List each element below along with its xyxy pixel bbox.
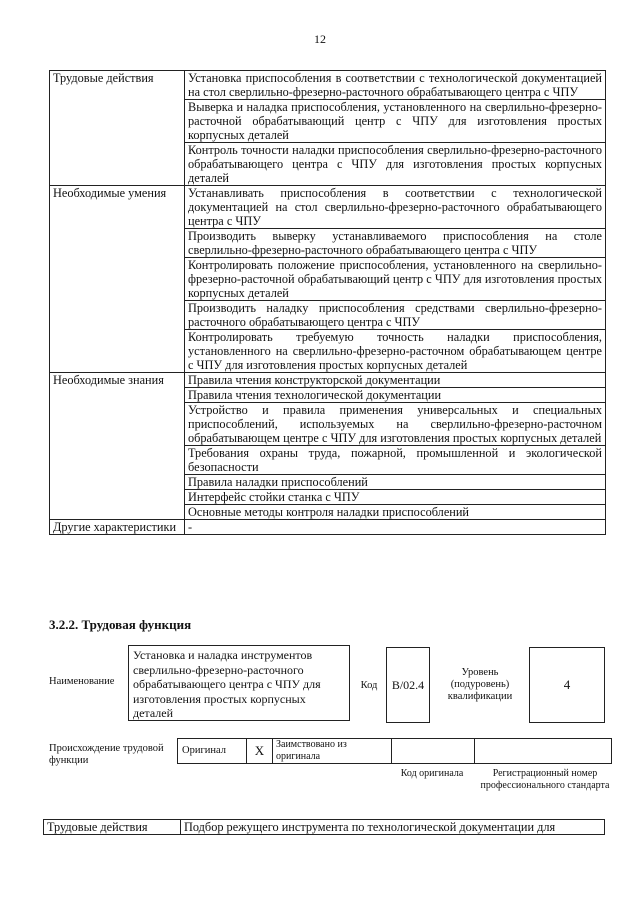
row-value: Выверка и наладка приспособления, установленного на сверлильно-фрезерно-расточной обрабатывающий центр с ЧПУ для изготовления простых корпусных деталей bbox=[185, 100, 606, 143]
row-value: Интерфейс стойки станка с ЧПУ bbox=[185, 490, 606, 505]
row-key: Трудовые действия bbox=[50, 71, 185, 186]
row-value: Правила чтения конструкторской документации bbox=[185, 373, 606, 388]
code-label: Код bbox=[360, 680, 378, 691]
row-value: Правила наладки приспособлений bbox=[185, 475, 606, 490]
row-key: Другие характеристики bbox=[50, 520, 185, 535]
name-label: Наименование bbox=[49, 676, 115, 687]
page-number: 12 bbox=[314, 32, 326, 46]
row-value: Устройство и правила применения универсальных и специальных приспособлений, используемых на сверлильно-фрезерно-расточном обрабатывающем центре с ЧПУ для изготовления простых корпусных деталей bbox=[185, 403, 606, 446]
row-value: Контроль точности наладки приспособления сверлильно-фрезерно-расточного обрабатывающего центра с ЧПУ для изготовления простых корпусных деталей bbox=[185, 143, 606, 186]
row-value: Основные методы контроля наладки приспособлений bbox=[185, 505, 606, 520]
row-value: Контролировать положение приспособления, установленного на сверлильно-фрезерно-расточной обрабатывающий центр с ЧПУ для изготовления простых корпусных деталей bbox=[185, 258, 606, 301]
row-key: Трудовые действия bbox=[44, 820, 181, 835]
row-value: Подбор режущего инструмента по технологической документации для bbox=[181, 820, 605, 835]
borrowed-cell: Заимствовано из оригинала bbox=[272, 738, 392, 764]
requirements-table bbox=[49, 70, 606, 535]
table-row bbox=[50, 186, 606, 229]
function-name-box: Установка и наладка инструментов сверлильно-фрезерно-расточного обрабатывающего центра с ЧПУ для изготовления простых корпусных деталей bbox=[128, 645, 350, 721]
row-key: Необходимые знания bbox=[50, 373, 185, 520]
row-value: Правила чтения технологической документации bbox=[185, 388, 606, 403]
next-requirements-table bbox=[43, 819, 605, 835]
table-row bbox=[50, 520, 606, 535]
row-value: Устанавливать приспособления в соответствии с технологической документацией на стол сверлильно-фрезерно-расточного обрабатывающего центра с ЧПУ bbox=[185, 186, 606, 229]
registration-number-cell bbox=[474, 738, 612, 764]
original-code-cell bbox=[391, 738, 475, 764]
table-row bbox=[44, 820, 605, 835]
section-title: 3.2.2. Трудовая функция bbox=[49, 617, 192, 632]
level-value-box: 4 bbox=[529, 647, 605, 723]
origin-row bbox=[178, 738, 612, 764]
origin-label: Происхождение трудовой функции bbox=[49, 743, 164, 766]
code-original-caption: Код оригинала bbox=[400, 768, 464, 779]
row-value: Контролировать требуемую точность наладки приспособления, установленного на сверлильно-фрезерно-расточном обрабатывающем центре с ЧПУ для изготовления простых корпусных деталей bbox=[185, 330, 606, 373]
row-value: Производить наладку приспособления средствами сверлильно-фрезерно-расточного обрабатывающего центра с ЧПУ bbox=[185, 301, 606, 330]
original-cell: Оригинал bbox=[177, 738, 247, 764]
level-label: Уровень (подуровень) квалификации bbox=[447, 667, 513, 702]
row-value: Требования охраны труда, пожарной, промышленной и экологической безопасности bbox=[185, 446, 606, 475]
row-key: Необходимые умения bbox=[50, 186, 185, 373]
table-row bbox=[50, 71, 606, 100]
registration-number-caption: Регистрационный номер профессионального стандарта bbox=[480, 768, 610, 791]
row-value: Производить выверку устанавливаемого приспособления на столе сверлильно-фрезерно-расточного обрабатывающего центра с ЧПУ bbox=[185, 229, 606, 258]
row-value: Установка приспособления в соответствии с технологической документацией на стол сверлильно-фрезерно-расточного обрабатывающего центра с ЧПУ bbox=[185, 71, 606, 100]
code-value-box: B/02.4 bbox=[386, 647, 430, 723]
row-value: - bbox=[185, 520, 606, 535]
table-row bbox=[50, 373, 606, 388]
original-mark: X bbox=[246, 738, 273, 764]
